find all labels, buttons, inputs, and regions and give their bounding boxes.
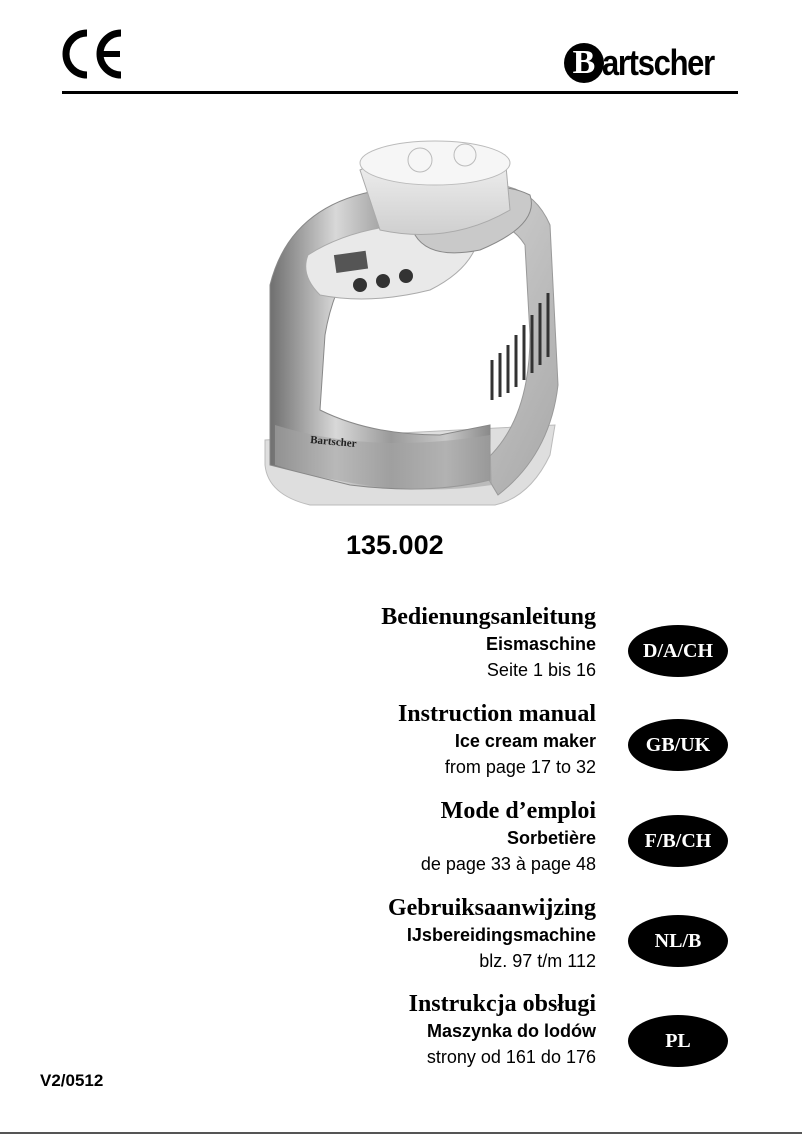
language-block-en <box>398 700 596 780</box>
language-block-de <box>381 603 596 683</box>
header-divider <box>62 91 738 94</box>
manual-title: Bedienungsanleitung <box>381 604 596 630</box>
language-badge: D/A/CH <box>628 625 728 677</box>
model-number: 135.002 <box>346 530 444 560</box>
language-badge: GB/UK <box>628 719 728 771</box>
manual-title: Instruction manual <box>397 701 596 727</box>
page-range: strony od 161 do 176 <box>426 1047 596 1067</box>
product-subtitle: IJsbereidingsmachine <box>406 925 596 945</box>
brand-initial: B <box>564 43 604 83</box>
ce-mark-logo <box>60 26 126 82</box>
language-block-pl <box>409 990 596 1070</box>
language-block-nl <box>388 894 596 974</box>
language-block-fr <box>421 797 596 877</box>
page-range: from page 17 to 32 <box>444 757 596 777</box>
product-subtitle: Sorbetière <box>506 828 596 848</box>
language-badge: F/B/CH <box>628 815 728 867</box>
product-brand-label: Bartscher <box>309 434 358 451</box>
manual-title: Mode d’emploi <box>440 798 596 824</box>
page-range: de page 33 à page 48 <box>420 854 596 874</box>
footer-divider <box>0 1132 802 1134</box>
product-subtitle: Maszynka do lodów <box>426 1021 596 1041</box>
page-range: blz. 97 t/m 112 <box>479 951 596 971</box>
bartscher-logo <box>564 38 732 88</box>
language-badge: PL <box>628 1015 728 1067</box>
manual-title: Instrukcja obsługi <box>408 991 596 1017</box>
document-version: V2/0512 <box>40 1071 104 1090</box>
language-badge: NL/B <box>628 915 728 967</box>
manual-title: Gebruiksaanwijzing <box>387 895 596 921</box>
product-subtitle: Ice cream maker <box>454 731 596 751</box>
brand-name: artscher <box>601 42 714 83</box>
page-range: Seite 1 bis 16 <box>486 660 596 680</box>
product-subtitle: Eismaschine <box>485 634 596 654</box>
ice-cream-maker-image <box>230 135 580 510</box>
